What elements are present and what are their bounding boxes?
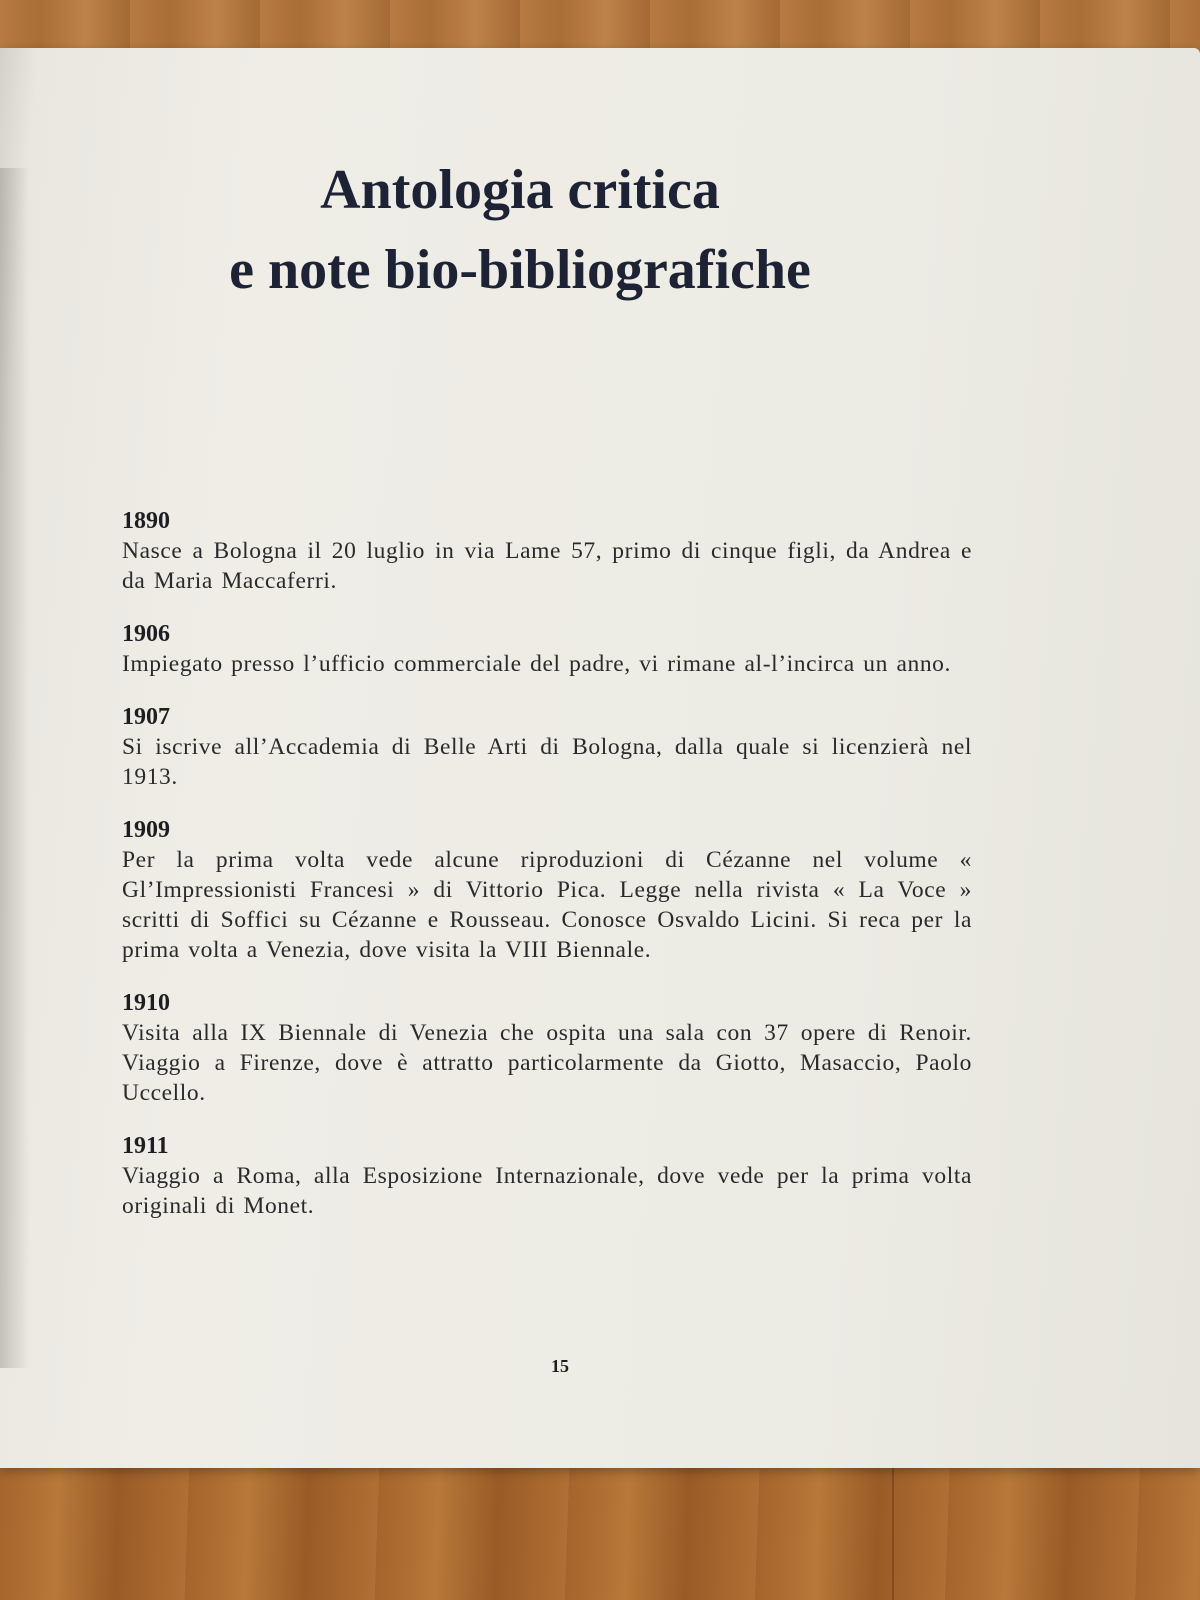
chronology-entry <box>122 988 972 1108</box>
chronology-entry <box>122 619 972 679</box>
entry-year: 1890 <box>122 508 170 534</box>
entry-text: Si iscrive all’Accademia di Belle Arti di Bologna, dalla quale si licenzierà nel 1913. <box>122 734 972 790</box>
entry-text: Visita alla IX Biennale di Venezia che ospita una sala con 37 opere di Renoir. Viaggio a Firenze, dove è attratto particolarmente da Giotto, Masaccio, Paolo Uccello. <box>122 1020 972 1106</box>
entry-year: 1909 <box>122 817 170 843</box>
entry-text: Viaggio a Roma, alla Esposizione Internazionale, dove vede per la prima volta originali di Monet. <box>122 1163 972 1219</box>
chronology-entry <box>122 1131 972 1221</box>
entry-text: Nasce a Bologna il 20 luglio in via Lame 57, primo di cinque figli, da Andrea e da Maria Maccaferri. <box>122 538 972 594</box>
page-gutter-shadow <box>0 168 30 1368</box>
chronology-entry <box>122 702 972 792</box>
page-title <box>140 150 900 310</box>
table-seam <box>892 1450 894 1600</box>
chronology-entry <box>122 815 972 965</box>
entry-year: 1910 <box>122 990 170 1016</box>
entry-text: Per la prima volta vede alcune riproduzioni di Cézanne nel volume « Gl’Impressionisti Francesi » di Vittorio Pica. Legge nella rivista « La Voce » scritti di Soffici su Cézanne e Rousseau. Conosce Osvaldo Licini. Si reca per la prima volta a Venezia, dove visita la VIII Biennale. <box>122 847 972 963</box>
entry-text: Impiegato presso l’ufficio commerciale del padre, vi rimane al-l’incirca un anno. <box>122 651 951 677</box>
entry-year: 1911 <box>122 1133 169 1159</box>
entry-year: 1906 <box>122 621 170 647</box>
page-title-line-1: Antologia critica <box>320 159 720 221</box>
chronology-entry <box>122 506 972 596</box>
entry-year: 1907 <box>122 704 170 730</box>
page-title-line-2: e note bio-bibliografiche <box>229 239 811 301</box>
book-page <box>0 48 1200 1468</box>
page-number: 15 <box>551 1356 569 1376</box>
chronology-list <box>122 506 972 1244</box>
